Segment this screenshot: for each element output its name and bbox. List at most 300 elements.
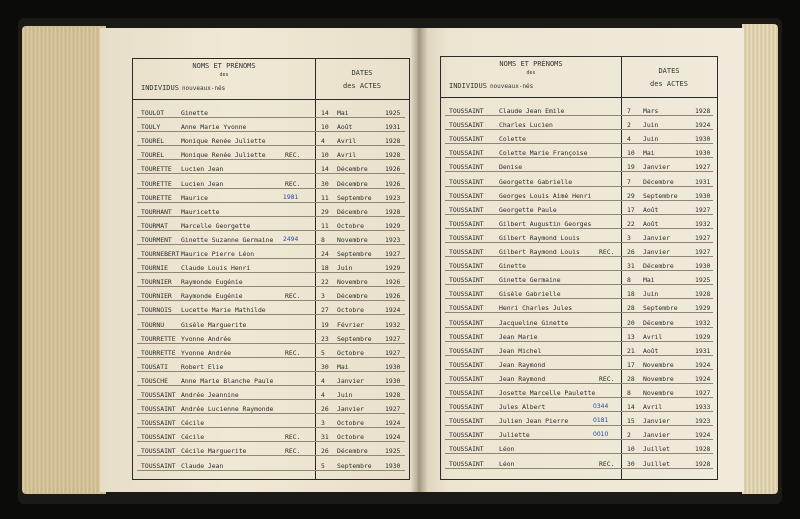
month-cell: Juin (643, 290, 659, 299)
day-cell: 19 (321, 320, 329, 329)
dates-column-header (621, 65, 717, 91)
table-row (133, 331, 409, 345)
month-cell: Décembre (337, 207, 368, 216)
year-cell: 1925 (385, 447, 401, 456)
row-rule (137, 145, 405, 146)
nouveaux-nes-label: nouveaux-nés (489, 83, 534, 90)
month-cell: Septembre (337, 334, 372, 343)
year-cell: 1928 (695, 290, 711, 299)
given-names-cell: Claude Jean Emile (499, 107, 565, 115)
table-row (441, 258, 717, 272)
row-rule (137, 159, 405, 160)
rec-mark: REC. (285, 179, 301, 188)
table-row (133, 161, 409, 175)
given-names-cell: Juliette (499, 431, 530, 440)
month-cell: Décembre (337, 292, 368, 301)
table-row (133, 373, 409, 387)
month-cell: Décembre (337, 179, 368, 188)
surname-cell: TOUSSAINT (449, 149, 484, 158)
month-cell: Septembre (337, 250, 372, 258)
surname-cell: TOUSSAINT (141, 419, 176, 428)
row-rule (137, 371, 405, 372)
table-row (441, 300, 717, 314)
surname-cell: TOURMAT (141, 221, 168, 230)
row-rule (445, 341, 713, 342)
surname-cell: TOURRETTE (141, 334, 176, 343)
surname-cell: TOUSSAINT (449, 403, 484, 412)
row-rule (137, 188, 405, 189)
names-header-title: NOMS ET PRÉNOMS (499, 60, 563, 68)
row-rule (137, 399, 405, 400)
year-cell: 1930 (385, 376, 401, 385)
year-cell: 1930 (385, 461, 401, 470)
surname-cell: TOURNU (141, 320, 165, 329)
month-cell: Juin (643, 121, 659, 130)
day-cell: 19 (627, 163, 635, 172)
year-cell: 1927 (385, 348, 401, 357)
table-row (133, 246, 409, 260)
row-rule (445, 411, 713, 412)
table-row (441, 244, 717, 258)
day-cell: 22 (321, 278, 329, 287)
given-names-cell: Raymonde Eugénie (181, 278, 243, 287)
surname-cell: TOUSSAINT (449, 304, 484, 313)
surname-cell: TOUREL (141, 137, 165, 146)
given-names-cell: Gisèle Gabrielle (499, 290, 561, 299)
surname-cell: TOUSSAINT (449, 107, 484, 115)
year-cell: 1928 (385, 151, 401, 160)
year-cell: 1927 (385, 334, 401, 343)
table-row (133, 204, 409, 218)
given-names-cell: Julien Jean Pierre (499, 417, 569, 426)
row-rule (137, 413, 405, 414)
day-cell: 11 (321, 221, 329, 230)
year-cell: 1931 (695, 177, 711, 186)
month-cell: Avril (643, 332, 663, 341)
table-row (133, 133, 409, 147)
right-register-table (440, 56, 718, 480)
table-row (133, 443, 409, 457)
month-cell: Novembre (337, 278, 368, 287)
given-names-cell: Robert Elie (181, 362, 224, 371)
month-cell: Septembre (643, 191, 678, 200)
year-cell: 1924 (695, 431, 711, 440)
surname-cell: TOURETTE (141, 179, 172, 188)
surname-cell: TOUSSAINT (449, 262, 484, 271)
row-rule (445, 186, 713, 187)
year-cell: 1931 (385, 123, 401, 132)
month-cell: Août (337, 123, 353, 132)
day-cell: 17 (627, 205, 635, 214)
month-cell: Décembre (337, 165, 368, 174)
surname-cell: TOUSSAINT (449, 459, 484, 468)
names-header-des: des (526, 70, 536, 76)
given-names-cell: Monique Renée Juliette (181, 137, 266, 146)
day-cell: 3 (321, 292, 325, 301)
given-names-cell: Yvonne Andrée (181, 334, 232, 343)
handwritten-note: 0181 (593, 417, 609, 425)
month-cell: Août (643, 219, 659, 228)
names-column-header (441, 59, 621, 77)
left-register-table (132, 58, 410, 480)
day-cell: 10 (321, 123, 329, 132)
row-rule (137, 258, 405, 259)
month-cell: Décembre (643, 177, 674, 186)
day-cell: 29 (627, 191, 635, 200)
row-rule (137, 230, 405, 231)
surname-cell: TOUSSAINT (449, 121, 484, 130)
surname-cell: TOUSSAINT (449, 163, 484, 172)
left-table-header (133, 59, 409, 100)
day-cell: 30 (627, 459, 635, 468)
month-cell: Janvier (337, 376, 364, 385)
surname-cell: TOUSSAINT (449, 248, 484, 256)
given-names-cell: Jacqueline Ginette (499, 318, 569, 327)
day-cell: 30 (321, 362, 329, 371)
surname-cell: TOUSSAINT (449, 360, 484, 369)
nouveaux-nes-label: nouveaux-nés (181, 85, 226, 92)
rec-mark: REC. (285, 433, 301, 442)
day-cell: 31 (627, 262, 635, 271)
table-row (441, 441, 717, 455)
year-cell: 1927 (695, 205, 711, 214)
given-names-cell: Anne Marie Yvonne (181, 123, 247, 132)
given-names-cell: Gisèle Marguerite (181, 320, 247, 329)
row-rule (137, 286, 405, 287)
surname-cell: TOUSSAINT (449, 389, 484, 397)
row-rule (445, 284, 713, 285)
surname-cell: TOUSSAINT (449, 276, 484, 285)
day-cell: 10 (321, 151, 329, 160)
surname-cell: TOUSSAINT (141, 433, 176, 442)
year-cell: 1926 (385, 165, 401, 174)
given-names-cell: Andrée Lucienne Raymonde (181, 405, 274, 414)
rec-mark: REC. (285, 348, 301, 357)
given-names-cell: Lucien Jean (181, 179, 224, 188)
left-page-edges (22, 26, 106, 494)
month-cell: Novembre (643, 374, 674, 383)
year-cell: 1923 (385, 235, 401, 244)
surname-cell: TOULOT (141, 109, 165, 117)
given-names-cell: Jean Raymond (499, 360, 546, 369)
handwritten-note: 0344 (593, 403, 609, 411)
year-cell: 1924 (385, 306, 401, 315)
table-row (133, 429, 409, 443)
given-names-cell: Ginette Suzanne Germaine (181, 235, 274, 244)
rec-mark: REC. (599, 248, 615, 256)
individus-label: INDIVIDUS (449, 82, 487, 90)
table-row (441, 272, 717, 286)
month-cell: Octobre (337, 433, 364, 442)
month-cell: Septembre (337, 461, 372, 470)
month-cell: Mai (337, 362, 349, 371)
row-rule (445, 214, 713, 215)
row-rule (137, 216, 405, 217)
day-cell: 15 (627, 417, 635, 426)
row-rule (137, 470, 405, 471)
row-rule (445, 228, 713, 229)
year-cell: 1928 (695, 459, 711, 468)
given-names-cell: Gilbert Augustin Georges (499, 219, 592, 228)
month-cell: Novembre (337, 235, 368, 244)
month-cell: Janvier (643, 431, 670, 440)
table-row (441, 427, 717, 441)
year-cell: 1930 (695, 262, 711, 271)
table-row (133, 274, 409, 288)
year-cell: 1928 (695, 445, 711, 454)
surname-cell: TOUSSAINT (449, 233, 484, 242)
month-cell: Septembre (643, 304, 678, 313)
rec-mark: REC. (599, 374, 615, 383)
names-column-header (133, 61, 315, 79)
given-names-cell: Jean Marie (499, 332, 538, 341)
day-cell: 24 (321, 250, 329, 258)
surname-cell: TOUSATI (141, 362, 168, 371)
surname-cell: TOUSSAINT (449, 346, 484, 355)
surname-cell: TOUSSAINT (449, 205, 484, 214)
surname-cell: TOURNEBERT (141, 250, 180, 258)
table-row (441, 456, 717, 470)
year-cell: 1932 (695, 219, 711, 228)
day-cell: 20 (627, 318, 635, 327)
month-cell: Décembre (643, 318, 674, 327)
surname-cell: TOURNOIS (141, 306, 172, 315)
row-rule (137, 272, 405, 273)
table-row (441, 329, 717, 343)
surname-cell: TOURRETTE (141, 348, 176, 357)
surname-cell: TOURHANT (141, 207, 172, 216)
table-row (441, 343, 717, 357)
handwritten-note: 0010 (593, 431, 609, 439)
year-cell: 1930 (695, 149, 711, 158)
surname-cell: TOUSSAINT (449, 318, 484, 327)
day-cell: 14 (321, 165, 329, 174)
row-rule (445, 200, 713, 201)
handwritten-note: 1981 (283, 193, 299, 201)
day-cell: 3 (627, 233, 631, 242)
day-cell: 28 (627, 374, 635, 383)
row-rule (137, 117, 405, 118)
given-names-cell: Cécile Marguerite (181, 447, 247, 456)
month-cell: Avril (337, 151, 357, 160)
right-page (418, 28, 744, 492)
row-rule (445, 369, 713, 370)
day-cell: 14 (321, 109, 329, 117)
table-row (441, 286, 717, 300)
table-row (133, 359, 409, 373)
rec-mark: REC. (285, 292, 301, 301)
table-row (133, 232, 409, 246)
row-rule (137, 455, 405, 456)
month-cell: Juin (643, 135, 659, 144)
day-cell: 4 (627, 135, 631, 144)
surname-cell: TOURNIE (141, 264, 168, 273)
month-cell: Mai (643, 149, 655, 158)
names-header-title: NOMS ET PRÉNOMS (192, 62, 256, 70)
surname-cell: TOUSCHE (141, 376, 168, 385)
year-cell: 1932 (385, 320, 401, 329)
given-names-cell: Léon (499, 459, 515, 468)
row-rule (445, 383, 713, 384)
year-cell: 1929 (385, 264, 401, 273)
row-rule (445, 270, 713, 271)
row-rule (445, 327, 713, 328)
month-cell: Octobre (337, 419, 364, 428)
year-cell: 1927 (695, 389, 711, 397)
month-cell: Mars (643, 107, 659, 115)
day-cell: 14 (627, 403, 635, 412)
dates-header-title: DATES (351, 69, 373, 77)
row-rule (137, 357, 405, 358)
year-cell: 1930 (695, 191, 711, 200)
table-row (441, 174, 717, 188)
year-cell: 1929 (385, 221, 401, 230)
month-cell: Janvier (643, 163, 670, 172)
row-rule (445, 256, 713, 257)
table-row (441, 202, 717, 216)
month-cell: Avril (643, 403, 663, 412)
surname-cell: TOURETTE (141, 193, 172, 202)
given-names-cell: Jean Raymond (499, 374, 546, 383)
year-cell: 1924 (695, 121, 711, 130)
table-row (133, 218, 409, 232)
given-names-cell: Colette (499, 135, 526, 144)
given-names-cell: Cécile (181, 419, 205, 428)
surname-cell: TOUSSAINT (141, 391, 176, 399)
day-cell: 21 (627, 346, 635, 355)
table-row (441, 117, 717, 131)
surname-cell: TOUSSAINT (449, 177, 484, 186)
row-rule (137, 131, 405, 132)
year-cell: 1923 (695, 417, 711, 426)
year-cell: 1930 (695, 135, 711, 144)
surname-cell: TOUSSAINT (449, 417, 484, 426)
year-cell: 1924 (385, 419, 401, 428)
surname-cell: TOUSSAINT (449, 290, 484, 299)
month-cell: Novembre (643, 389, 674, 397)
row-rule (137, 329, 405, 330)
table-row (441, 131, 717, 145)
year-cell: 1924 (695, 374, 711, 383)
year-cell: 1929 (695, 332, 711, 341)
handwritten-note: 2494 (283, 235, 299, 243)
given-names-cell: Anne Marie Blanche Paule (181, 376, 274, 385)
day-cell: 2 (627, 121, 631, 130)
month-cell: Octobre (337, 221, 364, 230)
day-cell: 4 (321, 137, 325, 146)
surname-cell: TOUSSAINT (449, 374, 484, 383)
year-cell: 1927 (385, 250, 401, 258)
month-cell: Mai (643, 276, 655, 285)
surname-cell: TOUREL (141, 151, 165, 160)
table-row (133, 401, 409, 415)
book-gutter (410, 28, 428, 492)
row-rule (445, 143, 713, 144)
surname-cell: TOURNIER (141, 292, 172, 301)
row-rule (137, 441, 405, 442)
surname-cell: TOURETTE (141, 165, 172, 174)
year-cell: 1933 (695, 403, 711, 412)
day-cell: 11 (321, 193, 329, 202)
row-rule (445, 453, 713, 454)
rec-mark: REC. (599, 459, 615, 468)
given-names-cell: Jean Michel (499, 346, 542, 355)
day-cell: 3 (321, 419, 325, 428)
table-row (133, 190, 409, 204)
rec-mark: REC. (285, 447, 301, 456)
day-cell: 8 (627, 389, 631, 397)
month-cell: Décembre (337, 447, 368, 456)
rec-mark: REC. (285, 151, 301, 160)
row-rule (445, 157, 713, 158)
table-row (441, 413, 717, 427)
given-names-cell: Cécile (181, 433, 205, 442)
surname-cell: TOUSSAINT (449, 332, 484, 341)
table-row (133, 387, 409, 401)
given-names-cell: Maurice (181, 193, 208, 202)
surname-cell: TOUSSAINT (141, 405, 176, 414)
row-rule (137, 173, 405, 174)
dates-header-actes: des ACTES (343, 82, 381, 90)
right-table-header (441, 57, 717, 98)
given-names-cell: Colette Marie Françoise (499, 149, 588, 158)
surname-cell: TOUSSAINT (449, 219, 484, 228)
dates-column-header (315, 67, 409, 93)
given-names-cell: Léon (499, 445, 515, 454)
day-cell: 7 (627, 107, 631, 115)
day-cell: 10 (627, 149, 635, 158)
year-cell: 1928 (695, 107, 711, 115)
month-cell: Avril (337, 137, 357, 146)
day-cell: 5 (321, 348, 325, 357)
day-cell: 13 (627, 332, 635, 341)
left-page (100, 28, 418, 492)
day-cell: 26 (627, 248, 635, 256)
row-rule (445, 171, 713, 172)
given-names-cell: Ginette (181, 109, 208, 117)
table-row (133, 317, 409, 331)
given-names-cell: Ginette Germaine (499, 276, 561, 285)
year-cell: 1927 (695, 233, 711, 242)
table-row (133, 415, 409, 429)
given-names-cell: Claude Louis Henri (181, 264, 251, 273)
year-cell: 1928 (385, 207, 401, 216)
given-names-cell: Georges Louis Aimé Henri (499, 191, 592, 200)
given-names-cell: Maurice Pierre Léon (181, 250, 255, 258)
month-cell: Janvier (337, 405, 364, 414)
given-names-cell: Denise (499, 163, 523, 172)
table-row (133, 302, 409, 316)
year-cell: 1930 (385, 362, 401, 371)
given-names-cell: Raymonde Eugénie (181, 292, 243, 301)
given-names-cell: Andrée Jeannine (181, 391, 239, 399)
row-rule (137, 202, 405, 203)
day-cell: 18 (627, 290, 635, 299)
year-cell: 1927 (385, 405, 401, 414)
row-rule (445, 242, 713, 243)
surname-cell: TOURNIER (141, 278, 172, 287)
table-row (441, 103, 717, 117)
row-rule (445, 115, 713, 116)
surname-cell: TOURMENT (141, 235, 172, 244)
given-names-cell: Lucien Jean (181, 165, 224, 174)
month-cell: Octobre (337, 306, 364, 315)
table-row (133, 458, 409, 472)
day-cell: 4 (321, 391, 325, 399)
year-cell: 1926 (385, 179, 401, 188)
surname-cell: TOUSSAINT (141, 447, 176, 456)
row-rule (137, 343, 405, 344)
